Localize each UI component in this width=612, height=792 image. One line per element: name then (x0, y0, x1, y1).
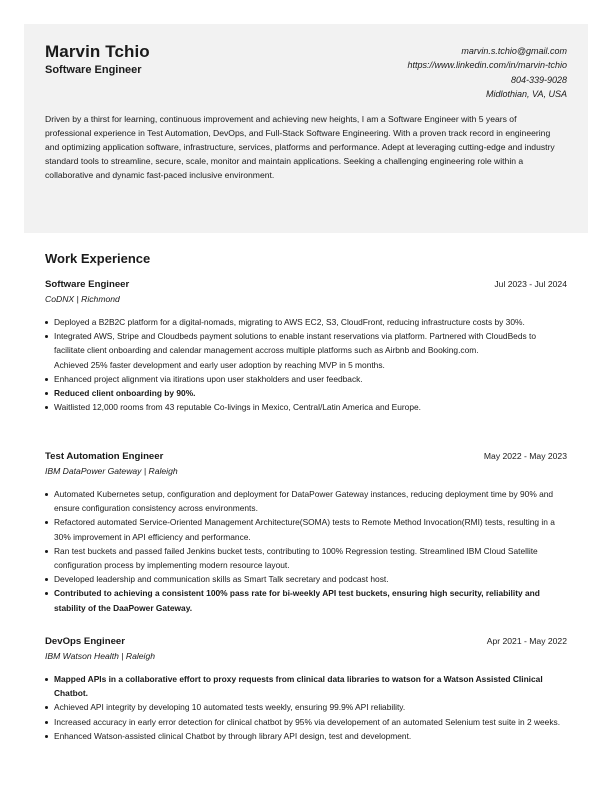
bullet-item: Contributed to achieving a consistent 100% pass rate for bi-weekly API test buckets, ensuring high security, reliability and stability of the DaaPower Gateway. (45, 586, 567, 614)
phone-number: 804-339-9028 (510, 74, 567, 85)
email-link[interactable]: marvin.s.tchio@gmail.com (461, 46, 567, 56)
work-experience-heading: Work Experience (45, 251, 151, 266)
bullet-item: Reduced client onboarding by 90%. (45, 386, 567, 400)
bullet-item: Enhanced Watson-assisted clinical Chatbot by through library API design, test and development. (45, 729, 567, 743)
bullet-item: Waitlisted 12,000 rooms from 43 reputable Co-livings in Mexico, Central/Latin America and Europe. (45, 400, 567, 414)
bullet-item: Enhanced project alignment via itirations upon user stakholders and user feedback. (45, 372, 567, 386)
job-company: IBM DataPower Gateway | Raleigh (45, 466, 178, 476)
job-entry (45, 636, 567, 743)
job-dates: May 2022 - May 2023 (483, 451, 567, 461)
location: Midlothian, VA, USA (485, 89, 567, 100)
candidate-role: Software Engineer (45, 64, 142, 76)
job-dates: Apr 2021 - May 2022 (486, 636, 567, 646)
job-bullets (45, 487, 567, 615)
job-company: IBM Watson Health | Raleigh (45, 651, 156, 661)
header-panel (24, 24, 588, 233)
job-company: CoDNX | Richmond (45, 294, 120, 304)
contact-block (407, 44, 567, 102)
bullet-item: Integrated AWS, Stripe and Cloudbeds payment solutions to enable instant reservations via platform. Partnered with CloudBeds to facilitate client onboarding and calendar management accross multiple platforms such as Airbnb and Booking.com. (45, 329, 567, 357)
job-dates: Jul 2023 - Jul 2024 (494, 279, 567, 289)
bullet-item: Achieved API integrity by developing 10 automated tests weekly, ensuring 99.9% API reliability. (45, 700, 567, 714)
job-bullets (45, 315, 567, 414)
job-entry (45, 279, 567, 414)
professional-summary: Driven by a thirst for learning, continuous improvement and achieving new heights, I am a Software Engineer with 5 years of professional experience in Test Automation, DevOps, and Full-Stack Software Engineering. With a proven track record in engineering and optimizing application software, infrastructure, services, platforms and performance. Adept at leveraging cutting-edge and industry standard tools to streamline, secure, scale, monitor and maintain applications. Seeking a challenging engineering role within a collaborative and dynamic fast-paced inclusive environment. (45, 114, 555, 180)
bullet-item: Increased accuracy in early error detection for clinical chatbot by 95% via developement of an automated Selenium test suite in 2 weeks. (45, 715, 567, 729)
linkedin-link[interactable]: https://www.linkedin.com/in/marvin-tchio (407, 60, 567, 71)
bullet-item: Deployed a B2B2C platform for a digital-nomads, migrating to AWS EC2, S3, CloudFront, reducing infrastructure costs by 30%. (45, 315, 567, 329)
job-bullets (45, 672, 567, 743)
bullet-item: Achieved 25% faster development and early user adoption by reaching MVP in 5 months. (54, 359, 385, 370)
bullet-item: Refactored automated Service-Oriented Management Architecture(SOMA) tests to Remote Method Invocation(RMI) tests, resulting in a 30% improvement in API efficiency and performance. (45, 515, 567, 543)
bullet-item: Automated Kubernetes setup, configuration and deployment for DataPower Gateway instances, reducing deployment time by 90% and ensure configuration consistency across environments. (45, 487, 567, 515)
job-title: DevOps Engineer (45, 636, 125, 647)
bullet-item: Ran test buckets and passed failed Jenkins bucket tests, contributing to 100% Regression testing. Streamlined IBM Cloud Satellite configuration process by implementing modern resource layout. (45, 544, 567, 572)
job-title: Software Engineer (45, 279, 130, 290)
job-title: Test Automation Engineer (45, 451, 164, 462)
bullet-item: Mapped APIs in a collaborative effort to proxy requests from clinical data libraries to watson for a Watson Assisted Clinical Chatbot. (45, 672, 567, 700)
candidate-name: Marvin Tchio (45, 42, 150, 61)
job-entry (45, 451, 567, 615)
bullet-item: Developed leadership and communication skills as Smart Talk secretary and podcast host. (45, 572, 567, 586)
